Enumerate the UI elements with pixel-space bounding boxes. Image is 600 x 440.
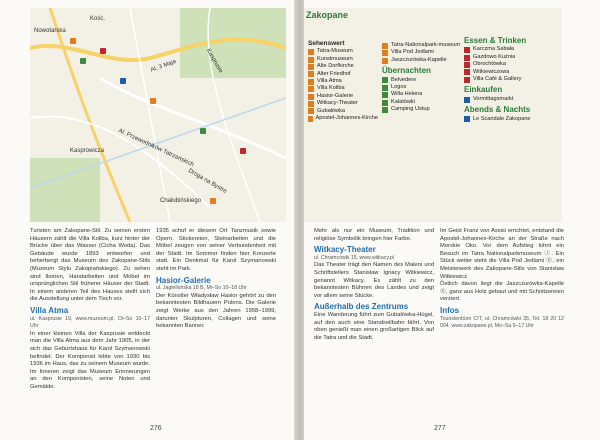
- right-column-1: [314, 228, 434, 342]
- map-label: Kasprusie: [204, 48, 224, 75]
- section-meta: ul. Kasprusie 19, www.muzeum.pl, Di–So 10–17 Uhr: [30, 315, 150, 330]
- legend-section-title: Übernachten: [382, 66, 431, 76]
- legend-item: Tatra-Museum: [308, 48, 378, 55]
- paragraph: Der Künstler Władysław Hasior gehört zu den bekanntesten Bildhauern Polens. Die Galerie zeigt Werke aus den Jahren 1958–1999, darunter Skulpturen, Collagen und seine bekannten Banner.: [156, 292, 276, 330]
- map-label: Chałubińskiego: [160, 198, 202, 204]
- map-label: Kasprowicza: [70, 148, 105, 154]
- map-pin[interactable]: [210, 198, 216, 204]
- right-page: [304, 0, 600, 440]
- legend-item: Witkacy-Theater: [308, 100, 378, 107]
- legend-item: Vormittagsmarkt: [464, 96, 556, 103]
- legend-item: Obrochtówka: [464, 61, 556, 68]
- map-label: Nowotarska: [34, 28, 66, 34]
- legend-item: Tatra-Nationalpark-museum: [382, 42, 460, 49]
- legend-section-title: Abends & Nachts: [464, 105, 531, 115]
- legend-item: Villa Atma: [308, 78, 378, 85]
- legend-item: Witkiewiczowa: [464, 69, 556, 76]
- legend-item: Belvedere: [382, 77, 460, 84]
- right-column-2: [440, 228, 564, 331]
- legend-item: Alter Friedhof: [308, 71, 378, 78]
- legend-item: Kunstmuseum: [308, 56, 378, 63]
- legend-food: [464, 34, 556, 123]
- map-pin[interactable]: [100, 48, 106, 54]
- legend-item: Villa Café & Gallery: [464, 76, 556, 83]
- legend-item: Jaszczurówka-Kapelle: [382, 57, 460, 64]
- legend-section-title: Sehenswert: [308, 40, 345, 47]
- legend-sights-2: [382, 42, 460, 114]
- legend-item: Alte Dorfkirche: [308, 63, 378, 70]
- paragraph: Mehr als nur ein Museum, Tradition und religiöse Symbolik bringen hier Farbe.: [314, 228, 434, 242]
- section-meta: ul. Chramcówki 15, www.witkacy.pl: [314, 254, 395, 261]
- paragraph: In einer kleinen Villa der Kasprusie entdeckt man die Villa Atma aus dem Jahr 1905, in der sich das Geburtshaus für Karol Szymanowski befindet. Der Komponist lebte von 1930 bis 1936 im Haus, das zu seinem Museum wurde. Im Inneren zeigt das Museum Erinnerungen an den Komponisten, seine Noten und Gemälde.: [30, 330, 150, 390]
- map-label: Droga na Bystre: [187, 168, 228, 195]
- section-heading: Witkacy-Theater: [314, 245, 376, 255]
- paragraph: Turisten am Zakopane-Stil. Zu seinen ersten Häusern zählt die Villa Koliba, kurz hinter der Brücke über das Wasser (Cicha Woda). Das Gebäude wurde 1893 entworfen und beherbergt das Museum des Zakopane-Stils (Muzeum Stylu Zakopiańskiego). Zu sehen sind Ikonen, Handarbeiten und Möbel im ursprünglichen Stil früherer Häuser der Stadt. In einem anderen Teil des Hauses stellt sich die Ausstellung unter dem Tisch vor.: [30, 228, 150, 303]
- left-column-1: [30, 228, 150, 391]
- paragraph: Das Theater trägt den Namen des Malers und Schriftstellers Stanisław Ignacy Witkiewicz, genannt Witkacy. Es zählt zu den bekanntesten Bühnen des Landes und zeigt vor allem seine Stücke.: [314, 262, 434, 299]
- page-number: 277: [434, 425, 446, 432]
- legend-item: Kalatówki: [382, 99, 460, 106]
- map-pin[interactable]: [70, 38, 76, 44]
- page-number: 276: [150, 425, 162, 432]
- map-legend: [304, 8, 562, 222]
- city-map[interactable]: [30, 8, 286, 222]
- left-column-2: [156, 228, 276, 331]
- section-heading: Infos: [440, 305, 460, 315]
- paragraph: 1935 schuf er diesem Ort Tanzmusik sowie Opern. Stickereien, Steinarbeiten und die Möbel zeugen von seiner Verbundenheit mit der Stadt. Im Sommer finden hier Konzerte statt. Ein Denkmal für Karol Szymanowski steht im Park.: [156, 228, 276, 272]
- legend-item: Gubałówka: [308, 108, 378, 115]
- map-label: Al. Przewodników Tatrzańskich: [117, 128, 195, 169]
- legend-section-title: Einkaufen: [464, 85, 503, 95]
- map-pin[interactable]: [80, 58, 86, 64]
- map-pin[interactable]: [200, 128, 206, 134]
- paragraph: Eine Wanderung führt zum Gubałówka-Hügel, auf den auch eine Standseilbahn fährt. Von oben genießt man einen großartigen Blick auf die Tatra und die Stadt.: [314, 311, 434, 341]
- map-graphic: [30, 8, 286, 222]
- legend-item: Gazdowo Kuźnia: [464, 54, 556, 61]
- paragraph: Östlich davon liegt die Jaszczurówka-Kapelle Ⓚ, ganz aus Holz gebaut und mit Schnitzereien verziert.: [440, 281, 564, 303]
- legend-item: Hasior-Galerie: [308, 93, 378, 100]
- map-label: Al. 3 Maja: [150, 58, 178, 74]
- map-pin[interactable]: [150, 98, 156, 104]
- legend-item: Logos: [382, 84, 460, 91]
- section-heading: Außerhalb des Zentrums: [314, 302, 409, 312]
- left-page: [0, 0, 296, 440]
- paragraph: Im Geist Franz von Assisi errichtet, entstand die Apostel-Johannes-Kirche an der Straße nach Morskie Oko. Vor dem Aufstieg lohnt ein Besuch im Tatra Nationalparkmuseum Ⓙ. Ein Stück weiter steht die Villa Pod Jedlami Ⓡ, ein Meisterwerk des Zakopane-Stils von Stanisław Witkiewicz.: [440, 228, 564, 280]
- section-heading: Villa Atma: [30, 305, 69, 315]
- legend-item: Villa Koliba: [308, 85, 378, 92]
- section-meta: ul. Jagiellońska 18 B, Mi–So 10–18 Uhr: [156, 285, 247, 292]
- legend-item: Apostel-Johannes-Kirche: [308, 115, 378, 122]
- legend-item: Camping Ustup: [382, 106, 460, 113]
- legend-item: Villa Pod Jedlami: [382, 49, 460, 56]
- legend-section-title: Essen & Trinken: [464, 36, 527, 45]
- legend-title: Zakopane: [306, 10, 349, 20]
- section-meta: Touristenbüro CIT, ul. Chramcówki 35, Tel. 18 20 12 004, www.zakopane.pl, Mo–Sa 9–17 Uhr: [440, 315, 564, 330]
- legend-sights: [308, 40, 378, 122]
- map-pin[interactable]: [120, 78, 126, 84]
- legend-item: Le Scandale Zakopane: [464, 116, 556, 123]
- section-heading: Hasior-Galerie: [156, 275, 211, 285]
- map-label: Kośc.: [90, 16, 106, 22]
- map-pin[interactable]: [240, 148, 246, 154]
- legend-item: Willa Helena: [382, 91, 460, 98]
- legend-item: Karczma Sabała: [464, 46, 556, 53]
